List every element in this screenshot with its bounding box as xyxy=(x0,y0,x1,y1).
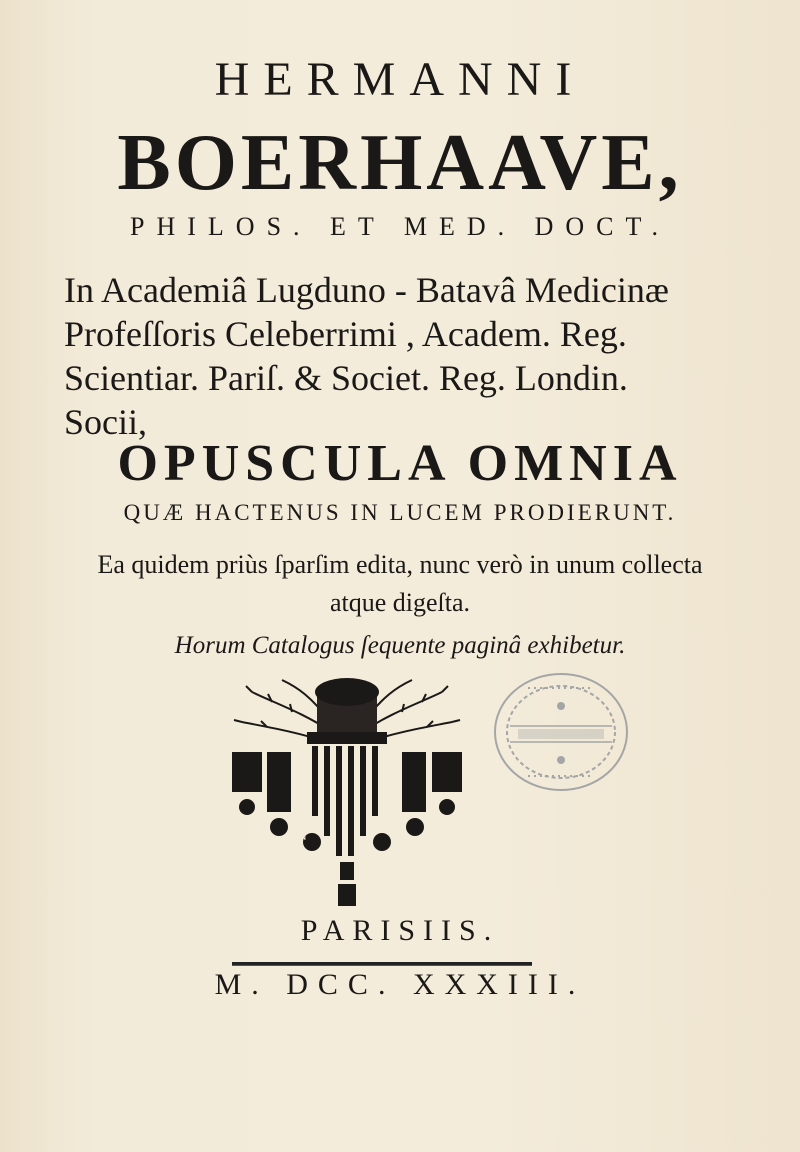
imprint-divider xyxy=(232,962,532,966)
svg-text:N: N xyxy=(298,829,307,843)
printers-emblem-icon xyxy=(212,672,482,912)
work-subtitle: QUÆ HACTENUS IN LUCEM PRODIERUNT. xyxy=(123,500,677,525)
bio-line: Socii, xyxy=(64,402,148,442)
imprint-year: M. DCC. XXXIII. xyxy=(214,968,586,1001)
catalog-note: Horum Catalogus ſequente paginâ exhibetur. xyxy=(174,632,626,659)
imprint-city: PARISIIS. xyxy=(300,914,500,947)
library-stamp-icon xyxy=(488,666,634,798)
author-credentials: PHILOS. ET MED. DOCT. xyxy=(130,212,670,241)
bio-line: In Academiâ Lugduno - Batavâ Medicinæ xyxy=(64,270,669,310)
author-last-name: BOERHAAVE, xyxy=(117,119,683,207)
bio-line: Scientiar. Pariſ. & Societ. Reg. Londin. xyxy=(64,358,628,398)
bio-line: Profeſſoris Celeberrimi , Academ. Reg. xyxy=(64,314,627,354)
edition-note-line: Ea quidem priùs ſparſim edita, nunc verò in unum collecta xyxy=(97,550,703,579)
edition-note-line: atque digeſta. xyxy=(329,588,471,617)
author-first-name: HERMANNI xyxy=(214,53,586,106)
work-title: OPUSCULA OMNIA xyxy=(117,435,683,492)
